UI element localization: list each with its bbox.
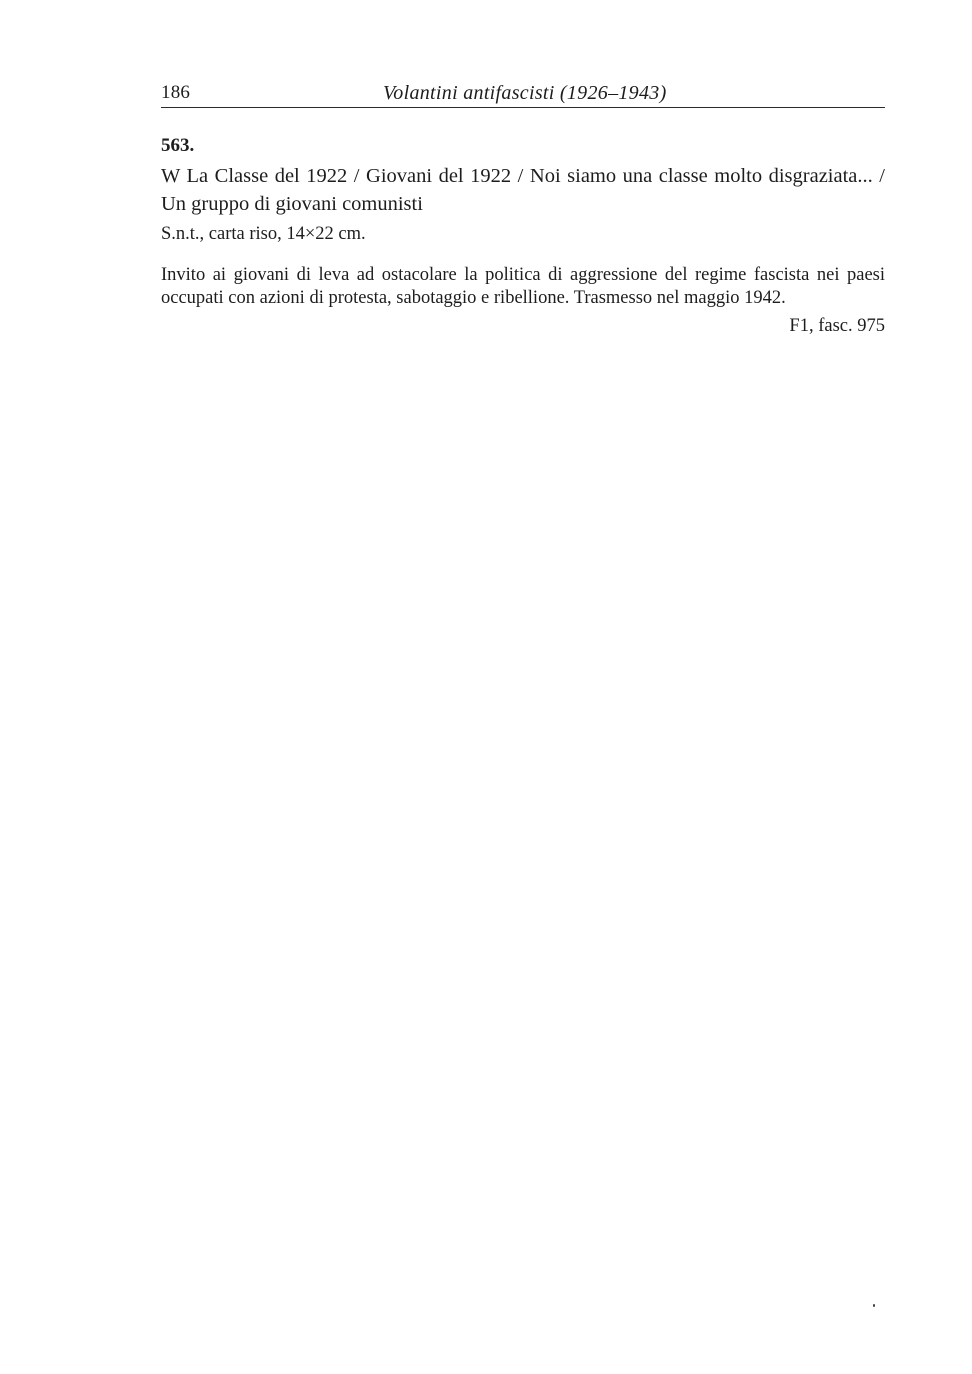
scan-speck bbox=[873, 1304, 875, 1307]
entry-description: Invito ai giovani di leva ad ostacolare la politica di aggressione del regime fascista nei paesi occupati con azioni di protesta, sabotaggio e ribellione. Trasmesso nel maggio 1942. bbox=[161, 265, 885, 308]
running-title: Volantini antifascisti (1926–1943) bbox=[383, 82, 667, 104]
running-header bbox=[161, 80, 885, 112]
entry-title: W La Classe del 1922 / Giovani del 1922 / Noi siamo una classe molto disgraziata... / Un gruppo di giovani comunisti bbox=[161, 165, 885, 215]
page-number: 186 bbox=[161, 82, 191, 103]
entry-source: F1, fasc. 975 bbox=[789, 316, 885, 336]
entry-format: S.n.t., carta riso, 14×22 cm. bbox=[161, 224, 366, 244]
catalog-entry bbox=[161, 134, 885, 338]
entry-number: 563. bbox=[161, 135, 195, 156]
header-rule bbox=[161, 107, 885, 108]
